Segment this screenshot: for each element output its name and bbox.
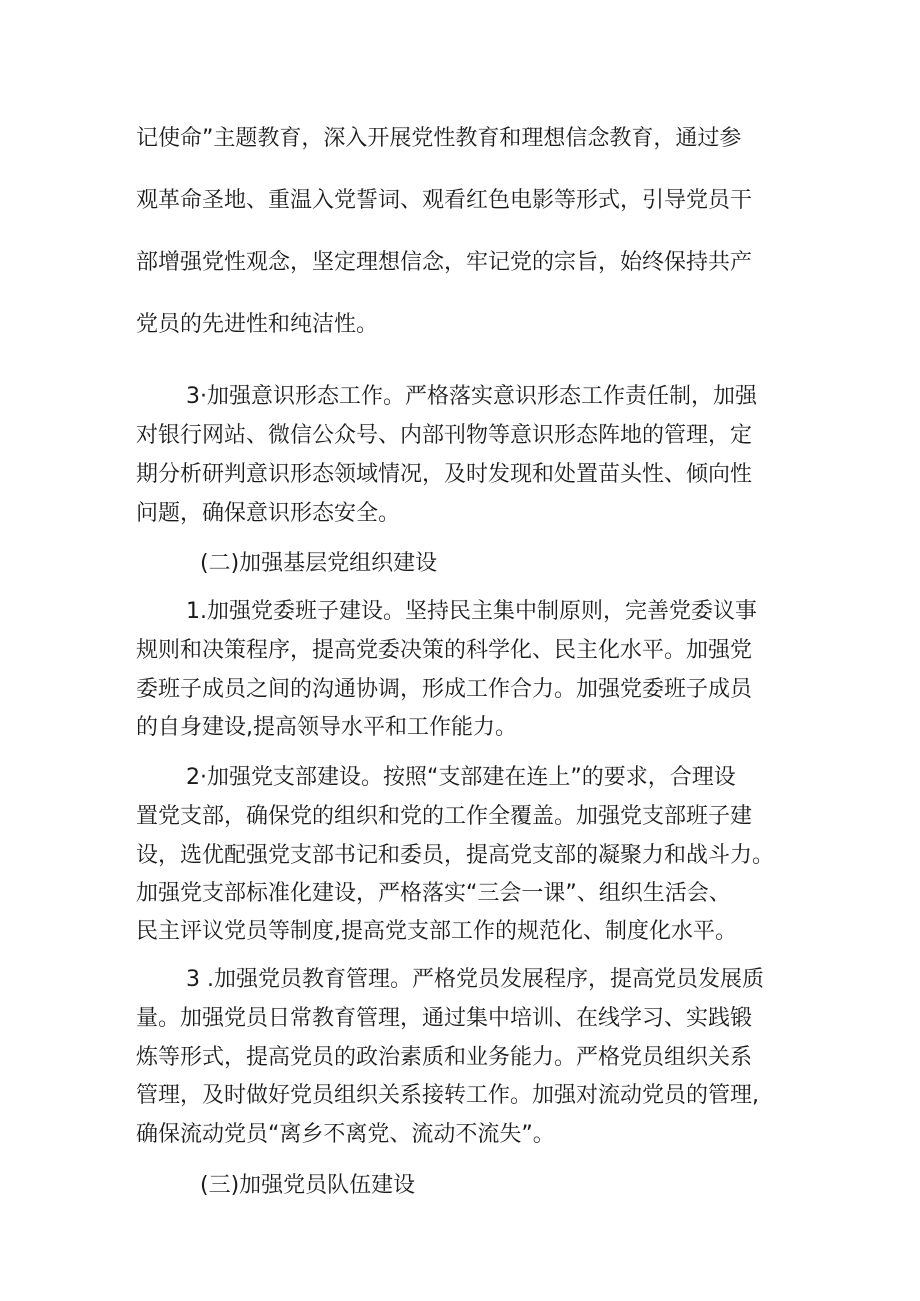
paragraph-line: 置党支部，确保党的组织和党的工作全覆盖。加强党支部班子建 [136, 804, 753, 829]
section-heading: (三)加强党员队伍建设 [200, 1173, 416, 1198]
paragraph-line: 炼等形式，提高党员的政治素质和业务能力。严格党员组织关系 [136, 1045, 753, 1070]
paragraph-line: 观革命圣地、重温入党誓词、观看红色电影等形式，引导党员干 [136, 188, 753, 213]
section-heading: (二)加强基层党组织建设 [200, 551, 438, 576]
paragraph-line: 加强党支部标准化建设，严格落实“三会一课”、组织生活会、 [136, 881, 731, 906]
paragraph-line: 的自身建设,提高领导水平和工作能力。 [136, 715, 517, 740]
paragraph-line: 设，选优配强党支部书记和委员，提高党支部的凝聚力和战斗力。 [136, 843, 775, 868]
paragraph-line: 部增强党性观念，坚定理想信念，牢记党的宗旨，始终保持共产 [136, 250, 753, 275]
paragraph-line: 3·加强意识形态工作。严格落实意识形态工作责任制，加强 [186, 384, 757, 409]
paragraph-line: 3 .加强党员教育管理。严格党员发展程序，提高党员发展质 [186, 967, 764, 992]
paragraph-line: 期分析研判意识形态领域情况，及时发现和处置苗头性、倾向性 [136, 462, 753, 487]
paragraph-line: 2·加强党支部建设。按照“支部建在连上”的要求，合理设 [186, 765, 736, 790]
paragraph-line: 确保流动党员“离乡不离党、流动不流失”。 [136, 1122, 555, 1147]
paragraph-line: 党员的先进性和纯洁性。 [136, 312, 379, 337]
paragraph-line: 问题，确保意识形态安全。 [136, 501, 401, 526]
paragraph-line: 委班子成员之间的沟通协调，形成工作合力。加强党委班子成员 [136, 677, 753, 702]
paragraph-line: 管理，及时做好党员组织关系接转工作。加强对流动党员的管理, [136, 1083, 759, 1108]
paragraph-line: 量。加强党员日常教育管理，通过集中培训、在线学习、实践锻 [136, 1006, 753, 1031]
paragraph-line: 1.加强党委班子建设。坚持民主集中制原则，完善党委议事 [186, 599, 757, 624]
paragraph-line: 对银行网站、微信公众号、内部刊物等意识形态阵地的管理，定 [136, 423, 753, 448]
paragraph-line: 民主评议党员等制度,提高党支部工作的规范化、制度化水平。 [136, 919, 737, 944]
paragraph-line: 规则和决策程序，提高党委决策的科学化、民主化水平。加强党 [136, 638, 753, 663]
paragraph-line: 记使命”主题教育，深入开展党性教育和理想信念教育，通过参 [136, 126, 742, 151]
